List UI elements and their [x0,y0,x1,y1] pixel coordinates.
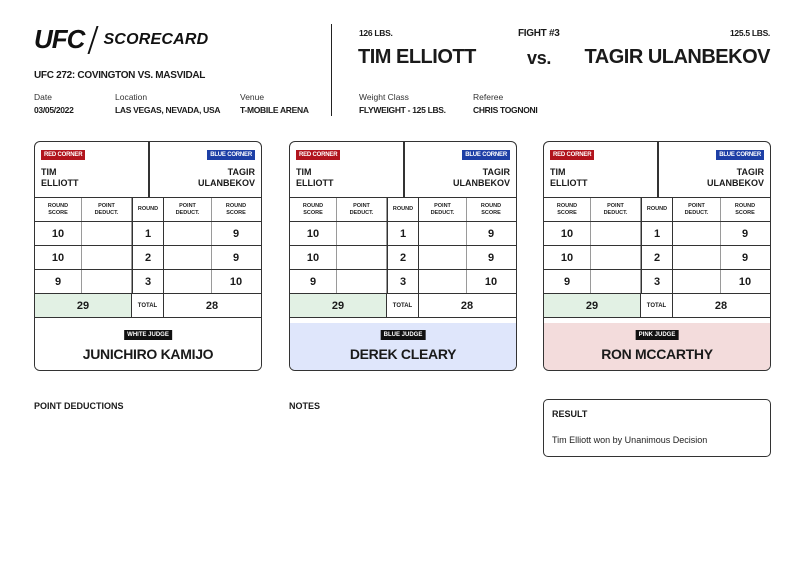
header-round-score-right: ROUND SCORE [225,203,247,216]
judge-label: BLUE JUDGE [381,330,426,340]
point-deduct-right [164,270,212,293]
header-round: ROUND [132,198,164,221]
round-score-right: 9 [232,227,240,240]
totals-row [35,294,261,318]
result-title: RESULT [552,409,588,419]
round-score-right: 9 [232,251,240,264]
venue-label: Venue [240,92,265,102]
score-table-header [290,198,516,222]
red-first-name: TIM [296,167,312,177]
header-point-deduct-left: POINT DEDUCT. [591,198,641,221]
result-box [543,399,771,457]
totals-row [290,294,516,318]
round-number: 3 [387,270,419,293]
round-number: 1 [132,222,164,245]
blue-last-name: ULANBEKOV [706,178,764,188]
point-deduct-left [337,246,387,269]
round-score-right: 9 [741,251,749,264]
round-number: 2 [132,246,164,269]
header-round-score-right: ROUND SCORE [480,203,502,216]
location-label: Location [115,92,148,102]
date-field [34,92,74,115]
round-score-left: 10 [544,222,591,245]
venue-value: T-MOBILE ARENA [240,105,309,115]
header-round-score-left: ROUND SCORE [544,198,591,221]
round-number: 1 [387,222,419,245]
corner-header [290,142,516,198]
header-point-deduct-right: POINT DEDUCT. [164,198,212,221]
round-row [544,222,770,246]
round-row [544,270,770,294]
point-deduct-left [82,270,132,293]
header-point-deduct-right: POINT DEDUCT. [419,198,467,221]
round-number: 3 [132,270,164,293]
red-fighter-weight: 126 LBS. [359,28,393,38]
red-corner-badge: RED CORNER [550,150,594,160]
referee-field [473,92,537,115]
red-first-name: TIM [550,167,566,177]
referee-value: CHRIS TOGNONI [473,105,538,115]
corner-header [544,142,770,198]
weight-class-field [359,92,446,115]
red-corner-badge: RED CORNER [41,150,85,160]
red-last-name: ELLIOTT [41,178,79,188]
round-score-left: 10 [35,246,82,269]
score-table-header [35,198,261,222]
round-number: 1 [641,222,673,245]
total-left: 29 [35,294,132,317]
corner-divider [403,142,405,198]
total-left: 29 [290,294,387,317]
totals-row [544,294,770,318]
round-row [35,222,261,246]
blue-corner-badge: BLUE CORNER [462,150,510,160]
round-score-right: 10 [738,275,752,288]
header-round: ROUND [641,198,673,221]
judge-scorecard-2 [289,141,517,371]
header-point-deduct-right: POINT DEDUCT. [673,198,721,221]
total-left: 29 [544,294,641,317]
total-right: 28 [205,299,219,312]
round-row [35,246,261,270]
judge-section [290,323,516,371]
point-deduct-left [82,222,132,245]
header-round-score-left: ROUND SCORE [290,198,337,221]
corner-header [35,142,261,198]
blue-first-name: TAGIR [227,167,255,177]
blue-corner-badge: BLUE CORNER [207,150,255,160]
round-score-left: 9 [544,270,591,293]
round-score-left: 9 [35,270,82,293]
red-last-name: ELLIOTT [550,178,588,188]
blue-first-name: TAGIR [736,167,764,177]
blue-last-name: ULANBEKOV [452,178,510,188]
judge-section [35,323,261,371]
judge-section [544,323,770,371]
red-last-name: ELLIOTT [296,178,334,188]
corner-divider [657,142,659,198]
round-score-right: 9 [487,251,495,264]
fight-number: FIGHT #3 [518,28,560,39]
header-point-deduct-left: POINT DEDUCT. [82,198,132,221]
point-deduct-left [337,222,387,245]
header-round-score-left: ROUND SCORE [35,198,82,221]
judge-label: PINK JUDGE [636,330,679,340]
blue-fighter-weight: 125.5 LBS. [730,28,770,38]
round-score-right: 9 [741,227,749,240]
round-score-right: 9 [487,227,495,240]
total-right: 28 [460,299,474,312]
score-table [544,198,770,318]
judge-label: WHITE JUDGE [124,330,172,340]
versus-label: vs. [527,48,552,68]
header-point-deduct-left: POINT DEDUCT. [337,198,387,221]
point-deduct-right [419,222,467,245]
blue-corner-fighter [453,167,510,189]
ufc-logo-text: UFC [34,24,85,54]
weight-class-value: FLYWEIGHT - 125 LBS. [359,105,446,115]
point-deduct-right [164,246,212,269]
red-corner-badge: RED CORNER [296,150,340,160]
round-row [290,270,516,294]
point-deduct-left [591,222,641,245]
round-score-left: 10 [290,222,337,245]
score-table [290,198,516,318]
result-text: Tim Elliott won by Unanimous Decision [552,435,708,445]
header-divider [331,24,332,116]
point-deduct-right [673,246,721,269]
score-table-header [544,198,770,222]
judge-name: JUNICHIRO KAMIJO [82,346,214,362]
round-score-right: 10 [229,275,243,288]
date-value: 03/05/2022 [34,105,74,115]
judge-name: DEREK CLEARY [349,346,457,362]
blue-corner-badge: BLUE CORNER [716,150,764,160]
round-number: 2 [387,246,419,269]
venue-field [240,92,309,115]
round-row [290,222,516,246]
weight-class-label: Weight Class [359,92,409,102]
point-deduct-left [591,246,641,269]
round-score-right: 10 [484,275,498,288]
header-round-score-right: ROUND SCORE [734,203,756,216]
red-corner-fighter [550,167,588,189]
point-deduct-right [673,222,721,245]
scorecard-logo-text: SCORECARD [103,30,209,48]
point-deduct-right [673,270,721,293]
scorecard-header [0,0,804,130]
location-field [115,92,220,115]
point-deduct-right [419,270,467,293]
total-label: TOTAL [641,294,673,317]
point-deduct-left [82,246,132,269]
red-corner-fighter [41,167,79,189]
notes-title: NOTES [289,401,321,411]
judge-name: RON MCCARTHY [601,346,713,362]
total-label: TOTAL [132,294,164,317]
header-round: ROUND [387,198,419,221]
logo-divider [88,26,99,54]
blue-corner-fighter [707,167,764,189]
point-deduct-left [337,270,387,293]
corner-divider [148,142,150,198]
point-deductions-title: POINT DEDUCTIONS [34,401,124,411]
round-row [35,270,261,294]
location-value: LAS VEGAS, NEVADA, USA [115,105,221,115]
round-number: 2 [641,246,673,269]
point-deduct-left [591,270,641,293]
ufc-logo [34,24,208,55]
total-label: TOTAL [387,294,419,317]
score-table [35,198,261,318]
total-right: 28 [714,299,728,312]
referee-label: Referee [473,92,504,102]
round-row [544,246,770,270]
round-number: 3 [641,270,673,293]
point-deduct-right [164,222,212,245]
round-score-left: 10 [290,246,337,269]
event-title: UFC 272: COVINGTON VS. MASVIDAL [34,70,206,81]
judge-scorecard-3 [543,141,771,371]
red-fighter-name: TIM ELLIOTT [358,46,476,68]
round-score-left: 10 [35,222,82,245]
blue-fighter-name: TAGIR ULANBEKOV [584,46,770,68]
round-row [290,246,516,270]
blue-first-name: TAGIR [482,167,510,177]
judge-scorecard-1 [34,141,262,371]
red-first-name: TIM [41,167,57,177]
point-deduct-right [419,246,467,269]
round-score-left: 9 [290,270,337,293]
red-corner-fighter [296,167,334,189]
blue-corner-fighter [198,167,255,189]
round-score-left: 10 [544,246,591,269]
blue-last-name: ULANBEKOV [197,178,255,188]
date-label: Date [34,92,52,102]
